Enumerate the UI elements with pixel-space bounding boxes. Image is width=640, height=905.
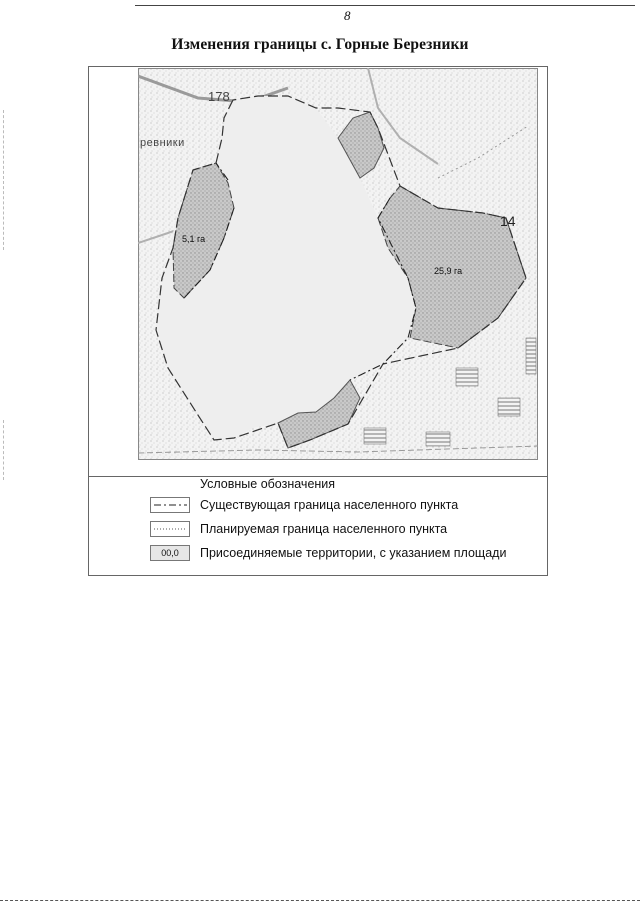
map-figure	[138, 68, 538, 460]
page-number: 8	[344, 8, 351, 23]
hatched-parcel	[498, 398, 520, 416]
hatched-parcel	[526, 338, 536, 374]
page-title: Изменения границы с. Горные Березники	[171, 36, 469, 53]
planned-boundary-symbol	[150, 521, 190, 537]
existing-boundary-symbol	[150, 497, 190, 513]
map-label-road-number: 178	[208, 89, 230, 104]
margin-mark	[3, 420, 4, 480]
map-label-area-east: 25,9 га	[434, 266, 463, 276]
bottom-rule	[0, 900, 640, 901]
map-label-village: ревники	[140, 137, 185, 149]
legend-label: Существующая граница населенного пункта	[200, 498, 459, 512]
legend-title: Условные обозначения	[200, 477, 336, 491]
top-rule	[135, 5, 635, 6]
legend-label: Планируемая граница населенного пункта	[200, 522, 448, 536]
map-label-grid-number: 14	[500, 213, 516, 229]
annexed-area-symbol: 00,0	[150, 545, 190, 561]
hatched-parcel	[426, 432, 450, 446]
legend-label: Присоединяемые территории, с указанием площади	[200, 546, 507, 560]
hatched-parcel	[364, 428, 386, 444]
map-label-area-west: 5,1 га	[182, 234, 206, 244]
hatched-parcel	[456, 368, 478, 386]
margin-mark	[3, 110, 4, 250]
